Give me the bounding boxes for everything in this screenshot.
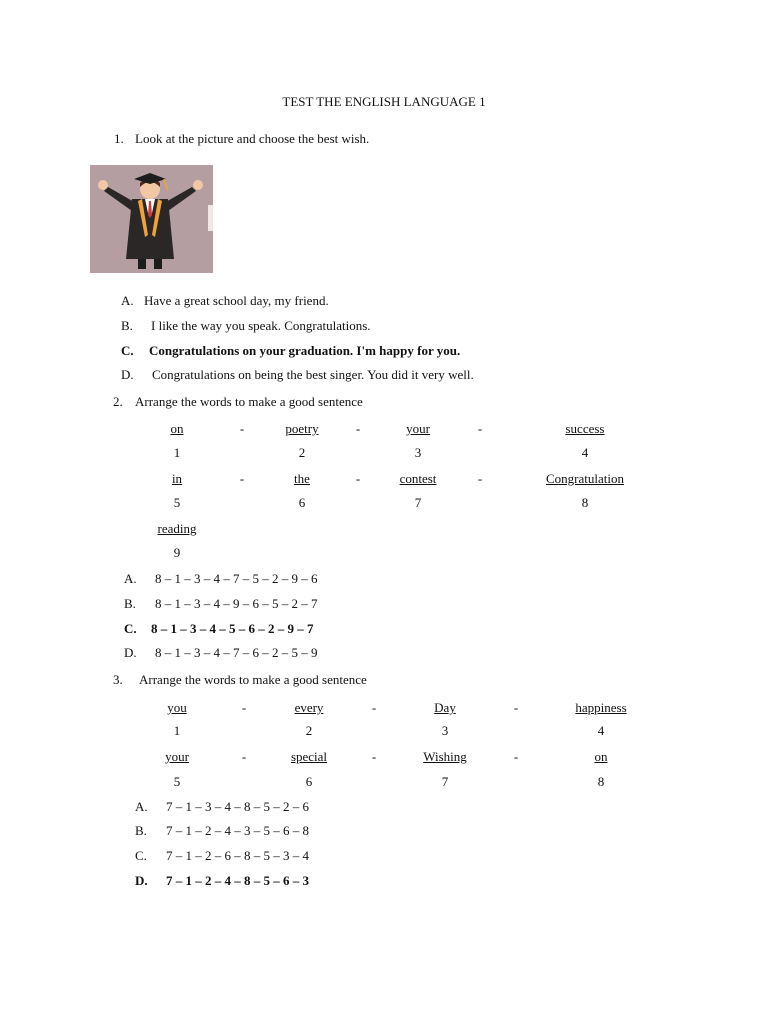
q3-word-5: your [165, 749, 189, 764]
q2-num-2: 2 [298, 445, 306, 460]
q2-num-9: 9 [173, 545, 181, 560]
q2-option-b: 8 – 1 – 3 – 4 – 9 – 6 – 5 – 2 – 7 [155, 596, 318, 611]
q3-option-a-letter: A. [135, 799, 148, 814]
q3-num-6: 6 [305, 774, 313, 789]
q2-sep: - [477, 471, 483, 486]
q3-word-6: special [290, 749, 328, 764]
q1-option-c-letter: C. [121, 343, 134, 358]
q3-word-4: happiness [575, 700, 627, 715]
q2-num-8: 8 [581, 495, 589, 510]
q2-word-4: success [565, 421, 605, 436]
q1-number: 1. [114, 131, 124, 146]
q2-word-3: your [406, 421, 430, 436]
q2-number: 2. [113, 394, 123, 409]
q2-num-3: 3 [414, 445, 422, 460]
q3-option-c: 7 – 1 – 2 – 6 – 8 – 5 – 3 – 4 [166, 848, 309, 863]
q2-num-6: 6 [298, 495, 306, 510]
q3-sep: - [371, 700, 377, 715]
q2-word-6: the [294, 471, 310, 486]
q1-option-c: Congratulations on your graduation. I'm happy for you. [149, 343, 461, 358]
q1-option-a: Have a great school day, my friend. [144, 293, 329, 308]
q3-word-1: you [167, 700, 187, 715]
q1-option-b: I like the way you speak. Congratulations. [151, 318, 371, 333]
q2-num-7: 7 [414, 495, 422, 510]
q3-word-7: Wishing [423, 749, 467, 764]
q2-num-1: 1 [173, 445, 181, 460]
q3-sep: - [513, 700, 519, 715]
q2-word-2: poetry [285, 421, 319, 436]
q3-sep: - [371, 749, 377, 764]
q3-num-4: 4 [597, 723, 605, 738]
q3-sep: - [241, 700, 247, 715]
q3-word-2: every [294, 700, 324, 715]
q2-sep: - [355, 421, 361, 436]
q3-option-a: 7 – 1 – 3 – 4 – 8 – 5 – 2 – 6 [166, 799, 309, 814]
q3-num-5: 5 [173, 774, 181, 789]
q2-num-5: 5 [173, 495, 181, 510]
q3-num-8: 8 [597, 774, 605, 789]
q1-option-d-letter: D. [121, 367, 134, 382]
q3-option-d: 7 – 1 – 2 – 4 – 8 – 5 – 6 – 3 [166, 873, 309, 888]
q2-option-d: 8 – 1 – 3 – 4 – 7 – 6 – 2 – 5 – 9 [155, 645, 318, 660]
q3-option-d-letter: D. [135, 873, 148, 888]
page-title: TEST THE ENGLISH LANGUAGE 1 [282, 94, 486, 109]
q2-option-d-letter: D. [124, 645, 137, 660]
q3-sep: - [513, 749, 519, 764]
q2-sep: - [477, 421, 483, 436]
q2-word-5: in [171, 471, 183, 486]
q2-sep: - [239, 471, 245, 486]
q1-option-a-letter: A. [121, 293, 134, 308]
q2-option-a-letter: A. [124, 571, 137, 586]
q3-option-b: 7 – 1 – 2 – 4 – 3 – 5 – 6 – 8 [166, 823, 309, 838]
q1-option-d: Congratulations on being the best singer. You did it very well. [152, 367, 474, 382]
q3-num-7: 7 [441, 774, 449, 789]
q2-option-c: 8 – 1 – 3 – 4 – 5 – 6 – 2 – 9 – 7 [151, 621, 314, 636]
q2-sep: - [355, 471, 361, 486]
q3-word-8: on [594, 749, 608, 764]
q1-prompt: Look at the picture and choose the best wish. [135, 131, 370, 146]
q2-option-c-letter: C. [124, 621, 137, 636]
q3-prompt: Arrange the words to make a good sentence [139, 672, 367, 687]
graduate-illustration-icon [90, 165, 213, 273]
q2-word-8: Congratulation [546, 471, 624, 486]
q2-word-7: contest [399, 471, 437, 486]
q3-num-3: 3 [441, 723, 449, 738]
q3-word-3: Day [434, 700, 456, 715]
q2-prompt: Arrange the words to make a good sentence [135, 394, 363, 409]
q2-option-b-letter: B. [124, 596, 136, 611]
q2-sep: - [239, 421, 245, 436]
q1-option-b-letter: B. [121, 318, 133, 333]
q2-word-1: on [170, 421, 184, 436]
q3-num-1: 1 [173, 723, 181, 738]
q3-sep: - [241, 749, 247, 764]
q3-option-b-letter: B. [135, 823, 147, 838]
q3-option-c-letter: C. [135, 848, 147, 863]
graduate-picture [90, 165, 213, 273]
q2-option-a: 8 – 1 – 3 – 4 – 7 – 5 – 2 – 9 – 6 [155, 571, 318, 586]
q3-number: 3. [113, 672, 123, 687]
q3-num-2: 2 [305, 723, 313, 738]
q2-num-4: 4 [581, 445, 589, 460]
q2-word-9: reading [157, 521, 197, 536]
